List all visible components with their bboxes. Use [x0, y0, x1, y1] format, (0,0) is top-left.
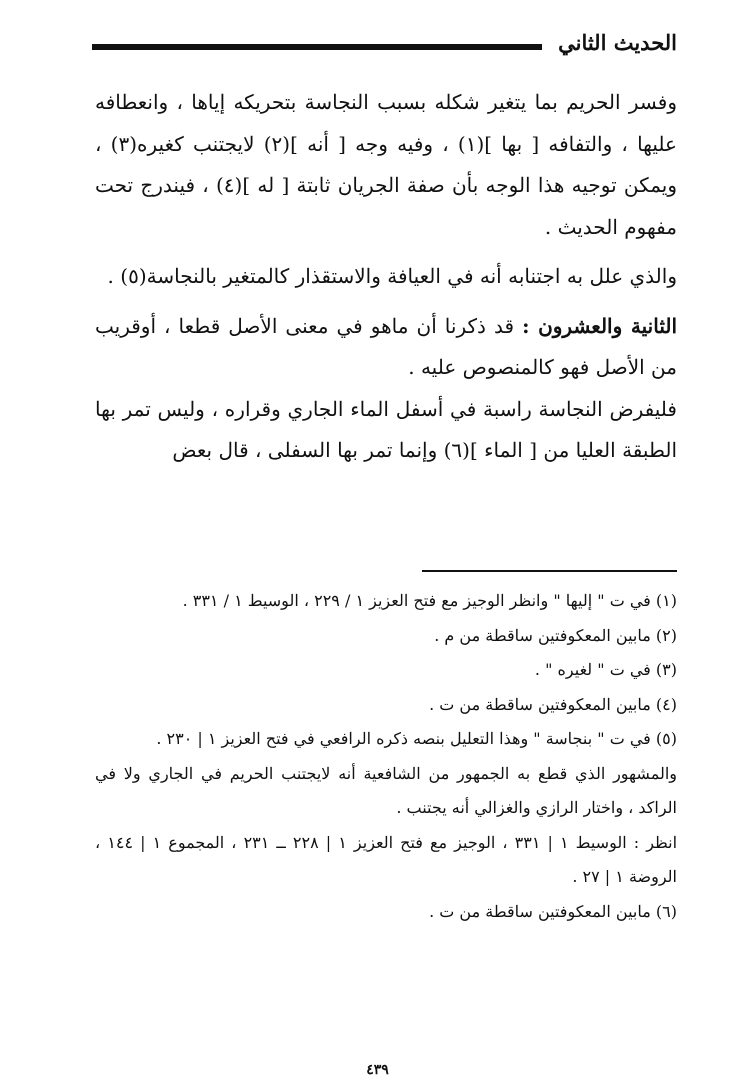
chapter-title: الحديث الثاني	[558, 30, 677, 55]
footnote-5-references: انظر : الوسيط ١ | ٣٣١ ، الوجيز مع فتح العزيز ١ | ٢٢٨ ــ ٢٣١ ، المجموع ١ | ١٤٤ ، الروضة ١ | ٢٧ .	[95, 832, 678, 886]
body-paragraph-3: فليفرض النجاسة راسبة في أسفل الماء الجاري وقراره ، وليس تمر بها الطبقة العليا من [ الماء ](٦) وإنما تمر بها السفلى ، قال بعض	[95, 396, 677, 462]
main-text	[95, 82, 677, 472]
footnote-3: (٣) في ت " لغيره " .	[534, 660, 677, 679]
body-paragraph-1: وفسر الحريم بما يتغير شكله بسبب النجاسة بتحريكه إياها ، وانعطافه عليها ، والتفافه [ بها ](١) ، وفيه وجه [ أنه ](٢) لايجتنب كغيره(٣) ، ويمكن توجيه هذا الوجه بأن صفة الجريان ثابتة [ له ](٤) ، فيندرج تحت مفهوم الحديث .	[95, 90, 677, 239]
section-heading: الثانية والعشرون :	[522, 313, 678, 338]
footnote-2: (٢) مابين المعكوفتين ساقطة من م .	[434, 625, 677, 645]
footnote-5: (٥) في ت " بنجاسة " وهذا التعليل بنصه ذكره الرافعي في فتح العزيز ١ | ٢٣٠ .	[156, 729, 677, 748]
footnote-6: (٦) مابين المعكوفتين ساقطة من ت .	[429, 901, 677, 921]
footnote-4: (٤) مابين المعكوفتين ساقطة من ت .	[429, 694, 677, 714]
body-paragraph-2: والذي علل به اجتنابه أنه في العيافة والاستقذار كالمتغير بالنجاسة(٥) .	[107, 264, 677, 288]
footnote-5-continued: والمشهور الذي قطع به الجمهور من الشافعية أنه لايجتنب الحريم في الجاري ولا في الراكد ، واختار الرازي والغزالي أنه يجتنب .	[95, 763, 678, 817]
section-text: قد ذكرنا أن ماهو في معنى الأصل قطعا ، أوقريب من الأصل فهو كالمنصوص عليه .	[95, 313, 677, 379]
footnote-1: (١) في ت " إليها " وانظر الوجيز مع فتح العزيز ١ / ٢٢٩ ، الوسيط ١ / ٣٣١ .	[182, 591, 677, 610]
footnote-divider	[422, 570, 677, 572]
page-number: ٤٣٩	[366, 1062, 389, 1078]
header-rule	[92, 44, 542, 50]
footnotes	[95, 584, 677, 929]
section-paragraph	[95, 306, 677, 389]
running-header	[92, 26, 677, 66]
